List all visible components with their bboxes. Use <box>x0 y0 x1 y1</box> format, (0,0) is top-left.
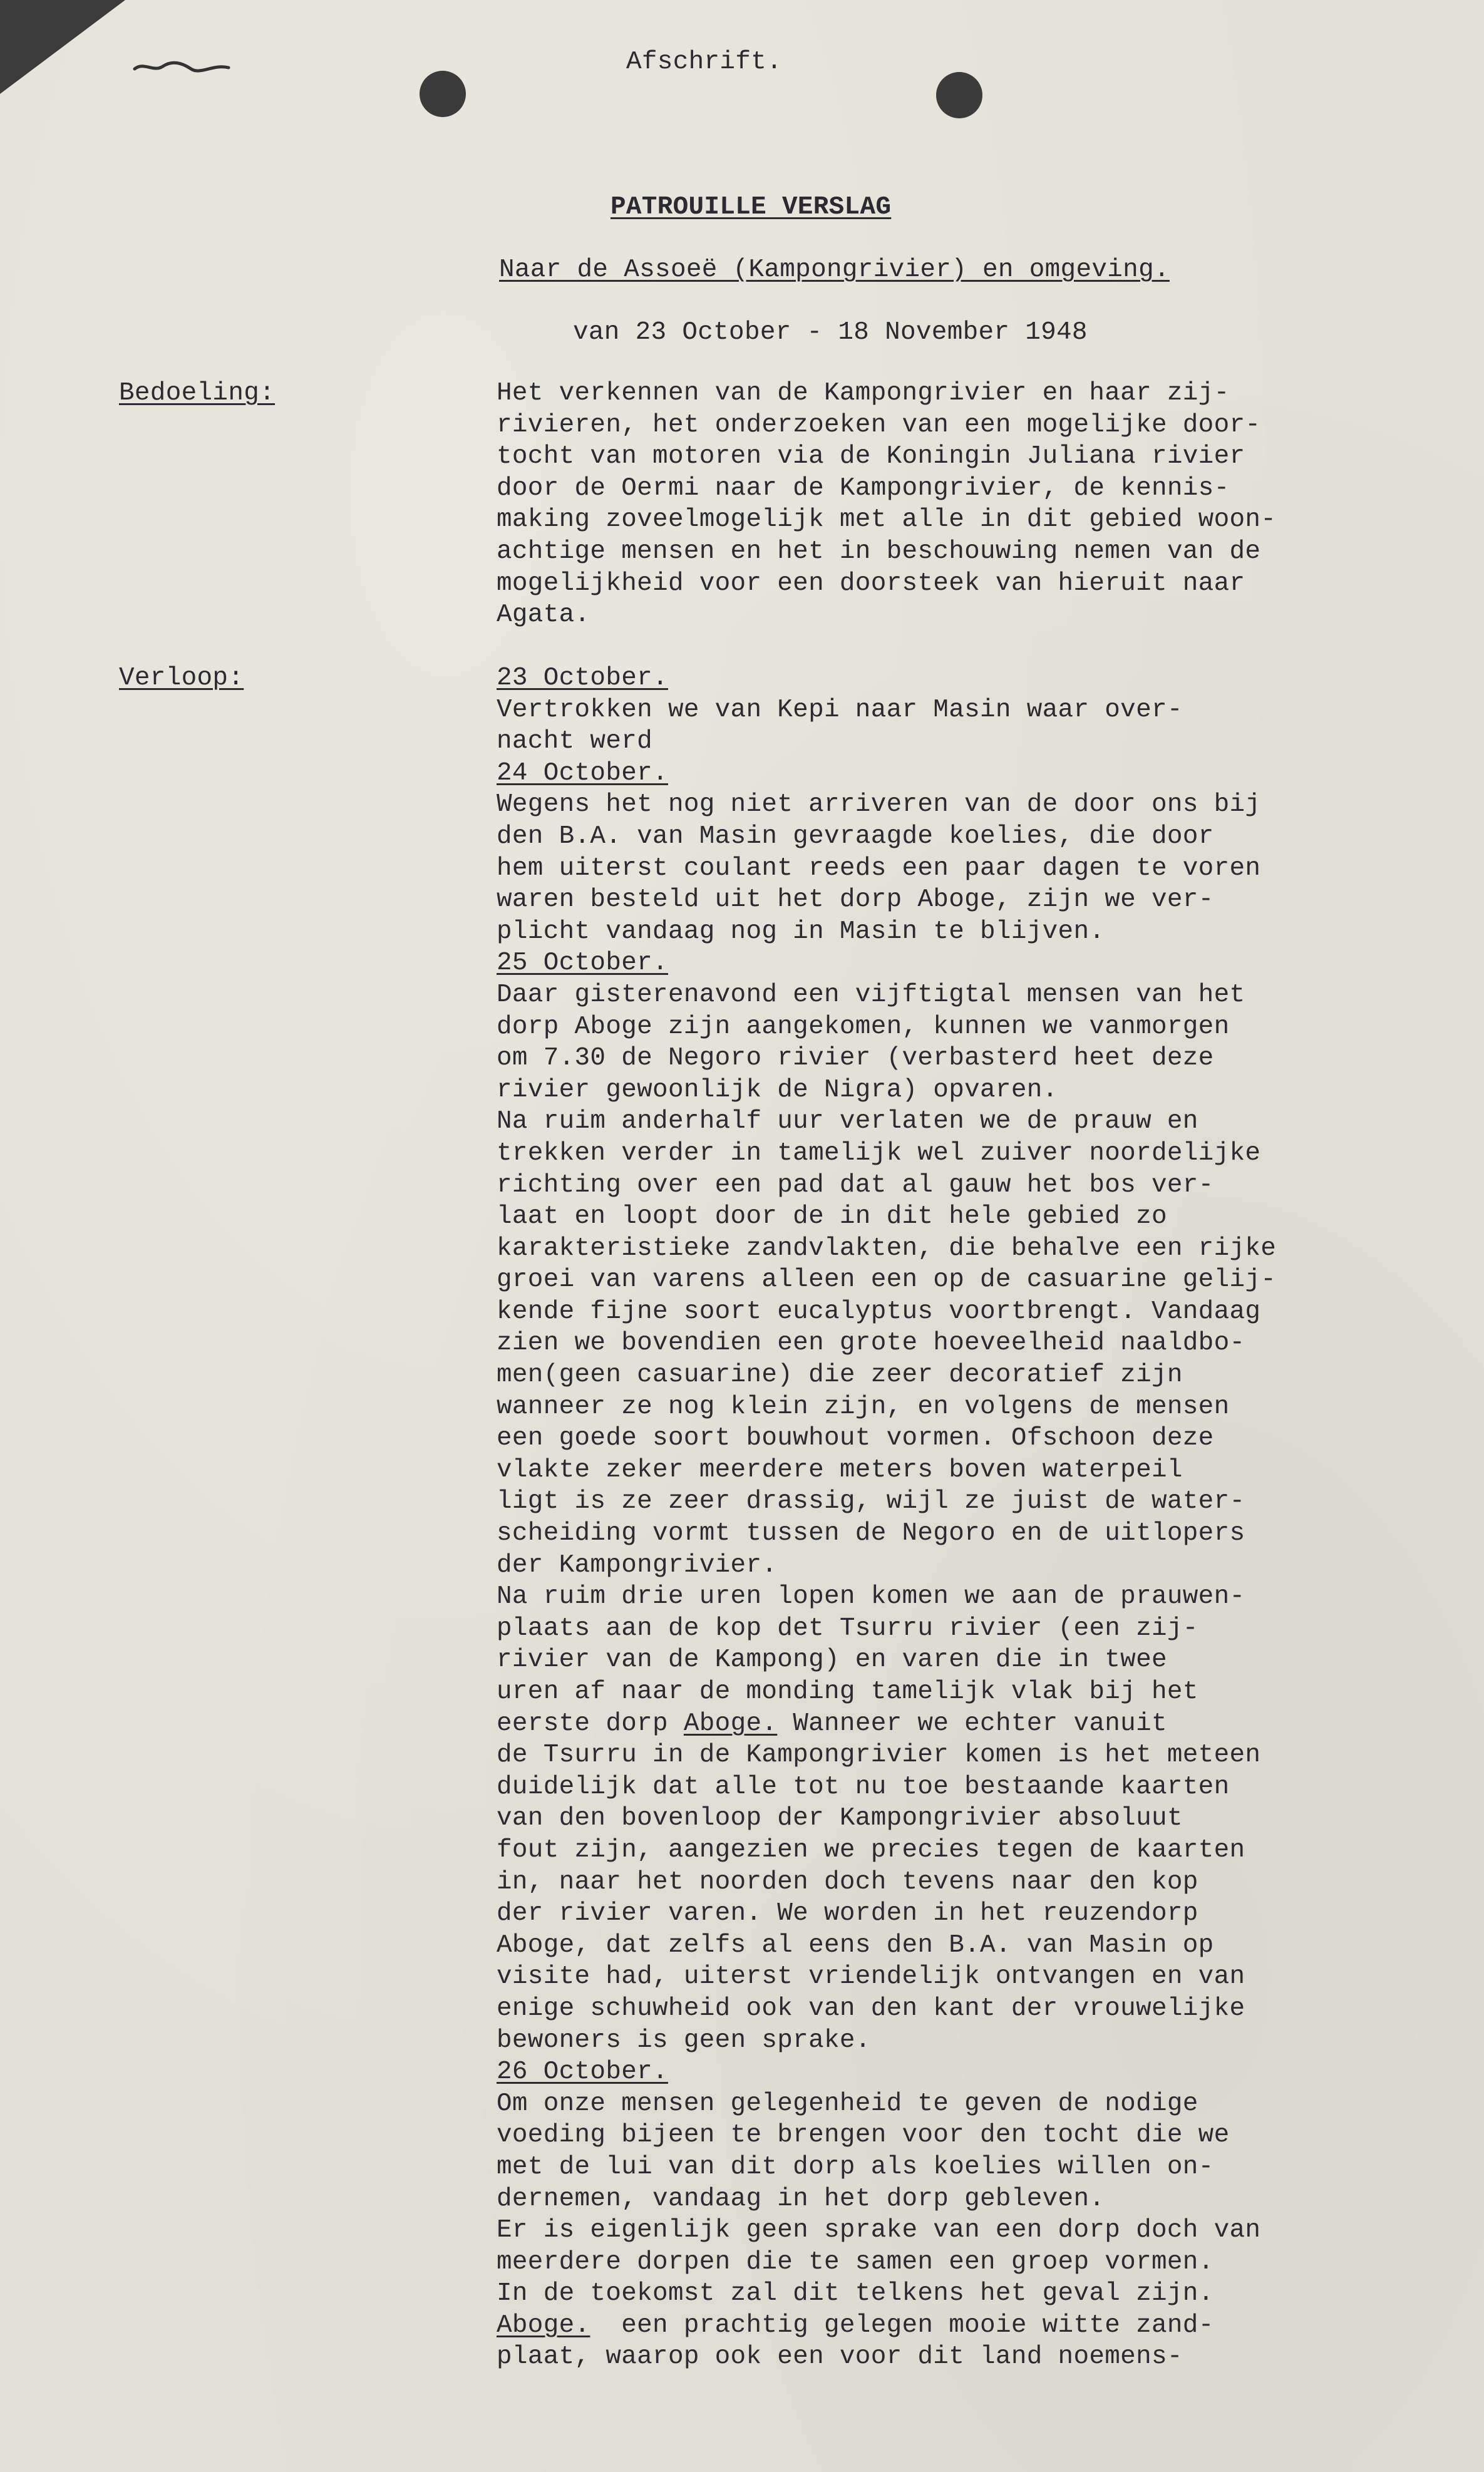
bedoeling-line: achtige mensen en het in beschouwing nemen van de <box>497 537 1261 566</box>
entry-line: Er is eigenlijk geen sprake van een dorp doch van <box>497 2216 1261 2245</box>
entry-line: hem uiterst coulant reeds een paar dagen te voren <box>497 853 1261 883</box>
entry-line: Aboge, dat zelfs al eens den B.A. van Masin op <box>497 1930 1214 1960</box>
entry-line: Wegens het nog niet arriveren van de door ons bij <box>497 790 1261 820</box>
copy-mark: Afschrift. <box>626 48 783 76</box>
entry-date: 23 October. <box>497 664 668 693</box>
entry-line: richting over een pad dat al gauw het bos ver- <box>497 1170 1214 1200</box>
entry-line: trekken verder in tamelijk wel zuiver noordelijke <box>497 1138 1261 1168</box>
entry-line: duidelijk dat alle tot nu toe bestaande kaarten <box>497 1772 1230 1801</box>
entry-line: met de lui van dit dorp als koelies willen on- <box>497 2152 1214 2181</box>
bedoeling-line: making zoveelmogelijk met alle in dit gebied woon- <box>497 505 1277 535</box>
entry-line: vlakte zeker meerdere meters boven waterpeil <box>497 1455 1183 1485</box>
entry-line: eerste dorp Aboge. Wanneer we echter vanuit <box>497 1709 1167 1738</box>
entry-line: van den bovenloop der Kampongrivier absoluut <box>497 1804 1183 1833</box>
punch-hole-right <box>936 72 982 118</box>
entry-line: een goede soort bouwhout vormen. Ofschoon deze <box>497 1424 1214 1453</box>
section-label-verloop: Verloop: <box>119 664 244 693</box>
entry-line: den B.A. van Masin gevraagde koelies, die door <box>497 821 1214 851</box>
entry-date: 26 October. <box>497 2057 668 2087</box>
entry-line: zien we bovendien een grote hoeveelheid naaldbo- <box>497 1329 1245 1358</box>
report-dates: van 23 October - 18 November 1948 <box>573 318 1088 347</box>
entry-date: 25 October. <box>497 949 668 978</box>
entry-line: Daar gisterenavond een vijftigtal mensen van het <box>497 980 1245 1009</box>
entry-line: de Tsurru in de Kampongrivier komen is het meteen <box>497 1741 1261 1770</box>
entry-line: Aboge. een prachtig gelegen mooie witte zand- <box>497 2310 1214 2340</box>
report-title: PATROUILLE VERSLAG <box>611 193 892 222</box>
bedoeling-line: door de Oermi naar de Kampongrivier, de kennis- <box>497 473 1230 503</box>
entry-line: uren af naar de monding tamelijk vlak bij het <box>497 1677 1198 1706</box>
section-label-bedoeling: Bedoeling: <box>119 379 276 408</box>
bedoeling-text <box>497 378 1436 631</box>
entry-line: in, naar het noorden doch tevens naar den kop <box>497 1867 1198 1897</box>
entry-line: dernemen, vandaag in het dorp gebleven. <box>497 2184 1105 2213</box>
entry-line: ligt is ze zeer drassig, wijl ze juist de water- <box>497 1487 1245 1517</box>
entry-line: dorp Aboge zijn aangekomen, kunnen we vanmorgen <box>497 1012 1230 1041</box>
entry-line: karakteristieke zandvlakten, die behalve een rijke <box>497 1233 1277 1263</box>
entry-line: bewoners is geen sprake. <box>497 2026 871 2055</box>
entry-line: wanneer ze nog klein zijn, en volgens de mensen <box>497 1392 1230 1421</box>
entry-date: 24 October. <box>497 758 668 788</box>
entry-line: der Kampongrivier. <box>497 1550 778 1580</box>
bedoeling-line: tocht van motoren via de Koningin Juliana rivier <box>497 442 1245 471</box>
entry-line: rivier van de Kampong) en varen die in twee <box>497 1645 1167 1675</box>
entry-line: meerdere dorpen die te samen een groep vormen. <box>497 2247 1214 2277</box>
entry-line: Na ruim anderhalf uur verlaten we de prauw en <box>497 1107 1198 1136</box>
bedoeling-line: rivieren, het onderzoeken van een mogelijke door- <box>497 410 1261 440</box>
entry-line: enige schuwheid ook van den kant der vrouwelijke <box>497 1994 1245 2023</box>
bedoeling-line: Agata. <box>497 600 590 630</box>
entry-line: plaat, waarop ook een voor dit land noemens- <box>497 2342 1183 2372</box>
entry-line: waren besteld uit het dorp Aboge, zijn we ver- <box>497 885 1214 915</box>
bedoeling-line: Het verkennen van de Kampongrivier en haar zij- <box>497 379 1230 408</box>
entry-line: der rivier varen. We worden in het reuzendorp <box>497 1899 1198 1929</box>
entry-line: scheiding vormt tussen de Negoro en de uitlopers <box>497 1519 1245 1548</box>
entry-line: Na ruim drie uren lopen komen we aan de prauwen- <box>497 1582 1245 1612</box>
entry-line: Vertrokken we van Kepi naar Masin waar over- <box>497 695 1183 724</box>
entry-line: visite had, uiterst vriendelijk ontvangen en van <box>497 1962 1245 1992</box>
entry-line: voeding bijeen te brengen voor den tocht die we <box>497 2121 1230 2150</box>
entry-line: laat en loopt door de in dit hele gebied zo <box>497 1202 1167 1232</box>
entry-line: fout zijn, aangezien we precies tegen de kaarten <box>497 1835 1245 1865</box>
entry-line: Om onze mensen gelegenheid te geven de nodige <box>497 2089 1198 2118</box>
punch-hole-left <box>420 71 466 117</box>
entry-line: In de toekomst zal dit telkens het geval zijn. <box>497 2279 1214 2309</box>
entry-line: kende fijne soort eucalyptus voortbrengt. Vandaag <box>497 1297 1261 1326</box>
entry-line: groei van varens alleen een op de casuarine gelij- <box>497 1265 1277 1295</box>
folded-corner <box>0 0 125 94</box>
ink-scribble-mark <box>131 58 232 76</box>
entry-line: plicht vandaag nog in Masin te blijven. <box>497 917 1105 946</box>
entry-line: men(geen casuarine) die zeer decoratief zijn <box>497 1361 1183 1390</box>
entry-line: nacht werd <box>497 727 653 756</box>
report-subtitle: Naar de Assoeë (Kampongrivier) en omgeving. <box>499 255 1170 284</box>
entry-line: rivier gewoonlijk de Nigra) opvaren. <box>497 1075 1058 1105</box>
entry-line: plaats aan de kop det Tsurru rivier (een zij- <box>497 1614 1198 1643</box>
bedoeling-line: mogelijkheid voor een doorsteek van hieruit naar <box>497 569 1245 598</box>
verloop-text <box>497 662 1436 2373</box>
entry-line: om 7.30 de Negoro rivier (verbasterd heet deze <box>497 1044 1214 1073</box>
